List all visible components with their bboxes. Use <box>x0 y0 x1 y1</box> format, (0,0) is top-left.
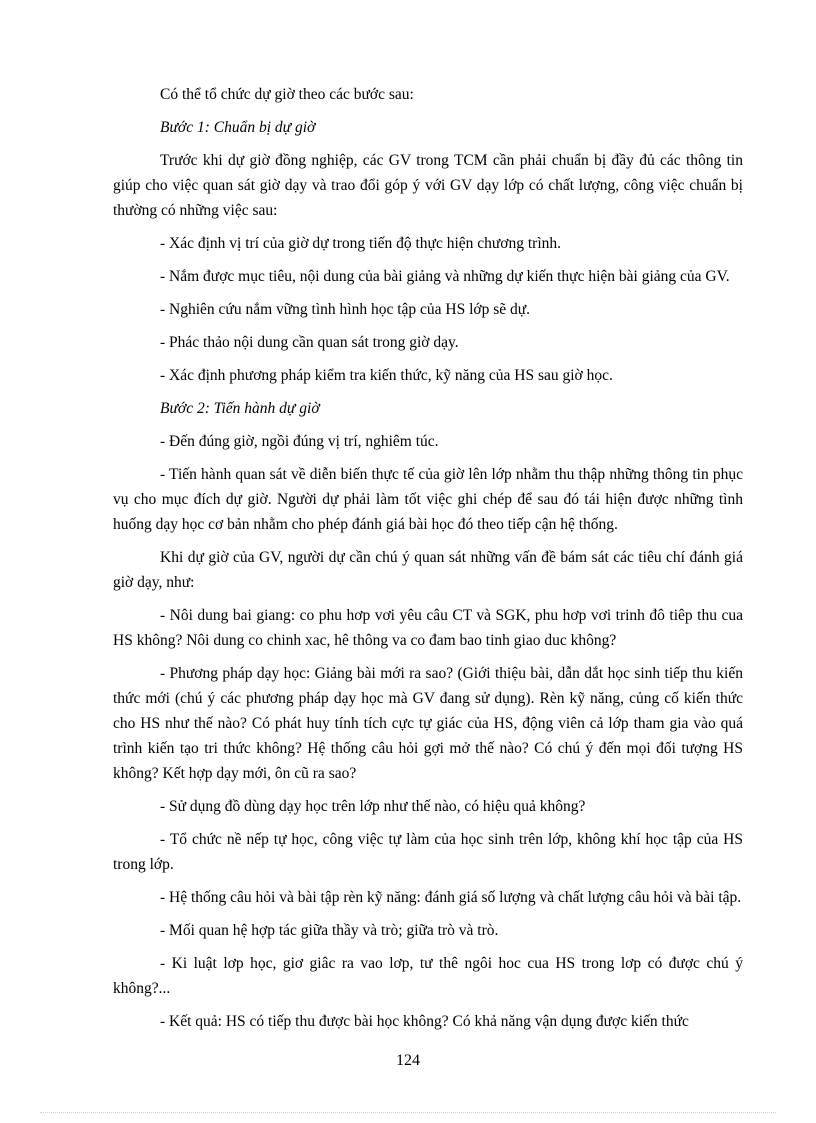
list-item: - Tổ chức nề nếp tự học, công việc tự làm của học sinh trên lớp, không khí học tập của HS trong lớp. <box>113 831 743 873</box>
paragraph-intro: Có thể tổ chức dự giờ theo các bước sau: <box>160 86 414 103</box>
list-item: - Đến đúng giờ, ngồi đúng vị trí, nghiêm túc. <box>160 433 439 450</box>
list-item: - Hệ thống câu hỏi và bài tập rèn kỹ năng: đánh giá số lượng và chất lượng câu hỏi và bài tập. <box>160 889 742 906</box>
list-item: - Tiến hành quan sát về diễn biến thực tế của giờ lên lớp nhằm thu thập những thông tin phục vụ cho mục đích dự giờ. Người dự phải làm tốt việc ghi chép để sau đó tái hiện được những tình huống dạy học cơ bản nhằm cho phép đánh giá bài học đó theo tiếp cận hệ thống. <box>113 466 743 533</box>
body-text <box>113 82 743 1042</box>
list-item: - Ki luật lơp học, giơ giâc ra vao lơp, tư thê ngôi hoc cua HS trong lơp có được chú ý không?... <box>113 955 743 997</box>
list-item: - Mối quan hệ hợp tác giữa thầy và trò; giữa trò và trò. <box>160 922 499 939</box>
page-bottom-divider <box>40 1112 776 1113</box>
list-item: - Xác định phương pháp kiểm tra kiến thức, kỹ năng của HS sau giờ học. <box>160 367 613 384</box>
heading-step-1: Bước 1: Chuẩn bị dự giờ <box>160 119 316 136</box>
list-item: - Phương pháp dạy học: Giảng bài mới ra sao? (Giới thiệu bài, dẫn dắt học sinh tiếp thu kiến thức mới (chú ý các phương pháp dạy học mà GV đang sử dụng). Rèn kỹ năng, củng cố kiến thức cho HS như thế nào? Có phát huy tính tích cực tự giác của HS, động viên cả lớp tham gia vào quá trình kiến tạo tri thức không? Hệ thống câu hỏi gợi mở thế nào? Có chú ý đến mọi đối tượng HS không? Kết hợp dạy mới, ôn cũ ra sao? <box>113 665 743 782</box>
list-item: - Nghiên cứu nắm vững tình hình học tập của HS lớp sẽ dự. <box>160 301 531 318</box>
heading-step-2: Bước 2: Tiến hành dự giờ <box>160 400 320 417</box>
list-item: - Kết quả: HS có tiếp thu được bài học không? Có khả năng vận dụng được kiến thức <box>160 1013 689 1030</box>
paragraph: Trước khi dự giờ đồng nghiệp, các GV trong TCM cần phải chuẩn bị đầy đủ các thông tin giúp cho việc quan sát giờ dạy và trao đổi góp ý với GV dạy lớp có chất lượng, công việc chuẩn bị thường có những việc sau: <box>113 152 743 219</box>
list-item: - Phác thảo nội dung cần quan sát trong giờ dạy. <box>160 334 459 351</box>
page-number: 124 <box>396 1052 420 1069</box>
list-item: - Sử dụng đồ dùng dạy học trên lớp như thế nào, có hiệu quả không? <box>160 798 586 815</box>
paragraph: Khi dự giờ của GV, người dự cần chú ý quan sát những vấn đề bám sát các tiêu chí đánh giá giờ dạy, như: <box>113 549 743 591</box>
list-item: - Nôi dung bai giang: co phu hơp vơi yêu câu CT và SGK, phu hơp vơi trinh đô tiêp thu cua HS không? Nôi dung co chinh xac, hê thông va co đam bao tinh giao duc không? <box>113 607 743 649</box>
list-item: - Xác định vị trí của giờ dự trong tiến độ thực hiện chương trình. <box>160 235 562 252</box>
list-item: - Nắm được mục tiêu, nội dung của bài giảng và những dự kiến thực hiện bài giảng của GV. <box>160 268 730 285</box>
